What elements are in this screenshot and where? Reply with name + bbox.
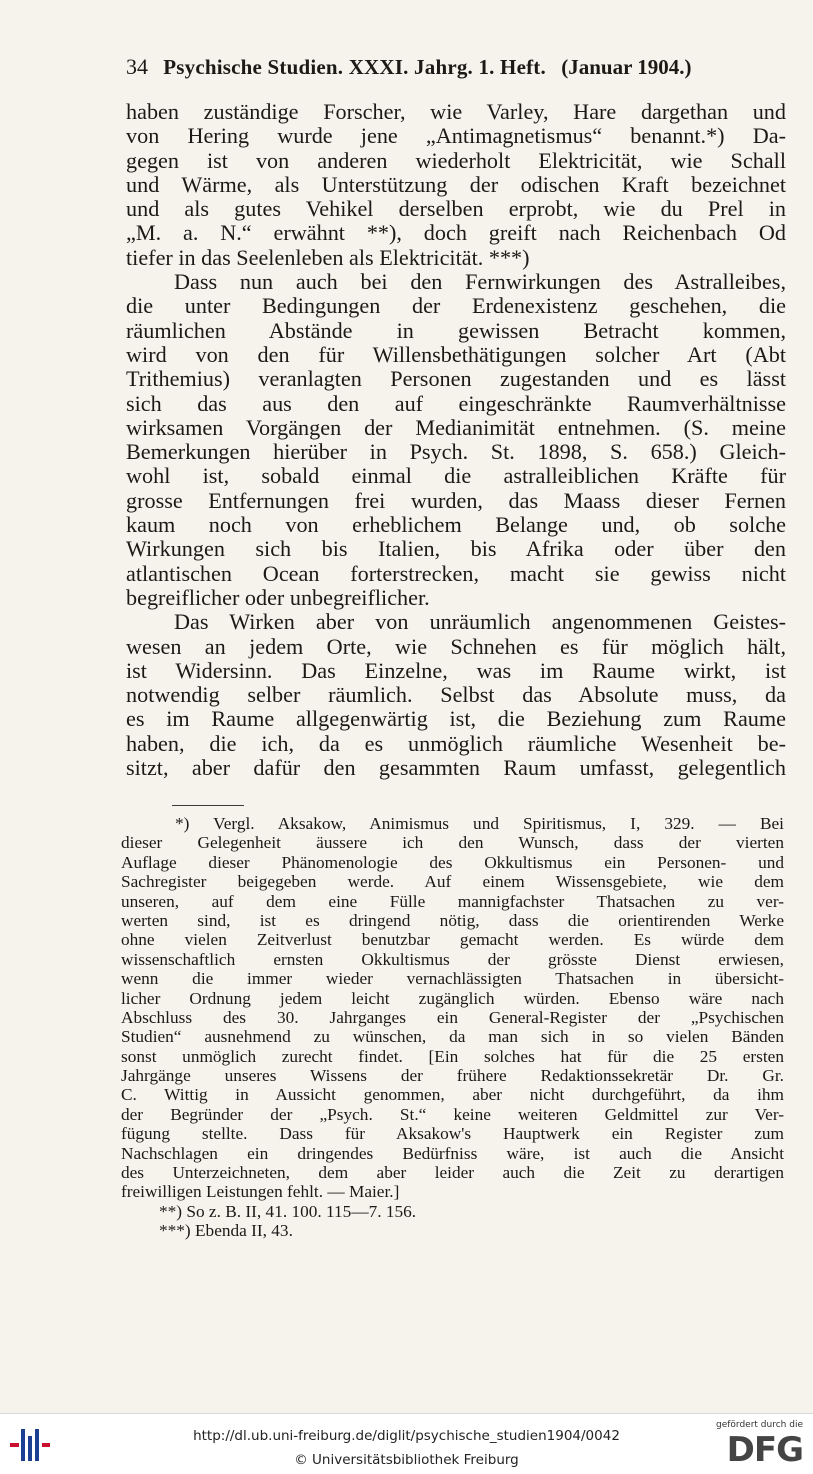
text-line: sitzt, aber dafür den gesammten Raum umfasst, gelegentlich bbox=[126, 756, 786, 781]
viewer-footer bbox=[0, 1413, 813, 1474]
running-title: Psychische Studien. XXXI. Jahrg. 1. Heft. bbox=[163, 55, 546, 79]
text-line: Trithemius) veranlagten Personen zugestanden und es lässt bbox=[126, 367, 786, 392]
text-line: tiefer in das Seelenleben als Elektricität. ***) bbox=[126, 245, 530, 270]
footnote-line: **) So z. B. II, 41. 100. 115—7. 156. bbox=[159, 1201, 417, 1221]
source-url[interactable]: http://dl.ub.uni-freiburg.de/diglit/psychische_studien1904/0042 bbox=[193, 1428, 620, 1444]
funder-note: gefördert durch die bbox=[716, 1420, 803, 1430]
text-line: es im Raume allgegenwärtig ist, die Beziehung zum Raume bbox=[126, 707, 786, 732]
footnote-line: ohne vielen Zeitverlust benutzbar gemacht werden. Es würde dem bbox=[121, 930, 784, 950]
footnote-line: licher Ordnung jedem leicht zugänglich würden. Ebenso wäre nach bbox=[121, 988, 784, 1008]
footnote-line: Abschluss des 30. Jahrganges ein General-Register der „Psychischen bbox=[121, 1007, 784, 1027]
footnote-line: ***) Ebenda II, 43. bbox=[159, 1221, 293, 1241]
footnote-line: Sachregister beigegeben werde. Auf einem Wissensgebiete, wie dem bbox=[121, 872, 784, 892]
text-line: „M. a. N.“ erwähnt **), doch greift nach Reichenbach Od bbox=[126, 221, 786, 246]
text-line: wohl ist, sobald einmal die astralleiblichen Kräfte für bbox=[126, 464, 786, 489]
text-line: und als gutes Vehikel derselben erprobt, wie du Prel in bbox=[126, 197, 786, 222]
text-line: gegen ist von anderen wiederholt Elektricität, wie Schall bbox=[126, 148, 786, 173]
text-line: begreiflicher oder unbegreiflicher. bbox=[126, 585, 430, 610]
footnote-line: Auflage dieser Phänomenologie des Okkultismus ein Personen- und bbox=[121, 852, 784, 872]
footnote-line: des Unterzeichneten, dem aber leider auch die Zeit zu derartigen bbox=[121, 1163, 784, 1183]
footnote-line: der Begründer der „Psych. St.“ keine weiteren Geldmittel zur Ver- bbox=[121, 1104, 784, 1124]
footnote-line: wenn die immer wieder vernachlässigten Thatsachen in übersicht- bbox=[121, 969, 784, 989]
text-line: die unter Bedingungen der Erdenexistenz geschehen, die bbox=[126, 294, 786, 319]
text-line: grosse Entfernungen frei wurden, das Maass dieser Fernen bbox=[126, 488, 786, 513]
text-line: haben zuständige Forscher, wie Varley, Hare dargethan und bbox=[126, 100, 786, 124]
issue-date: (Januar 1904.) bbox=[561, 55, 692, 79]
footnote-line: C. Wittig in Aussicht genommen, aber nicht durchgeführt, da ihm bbox=[121, 1085, 784, 1105]
text-line: räumlichen Abstände in gewissen Betracht kommen, bbox=[126, 318, 786, 343]
text-line: sich das aus den auf eingeschränkte Raumverhältnisse bbox=[126, 391, 786, 416]
text-line: wesen an jedem Orte, wie Schnehen es für möglich hält, bbox=[126, 634, 786, 659]
copyright-notice: © Universitätsbibliothek Freiburg bbox=[294, 1452, 519, 1468]
dfg-logo-text: DFG bbox=[726, 1430, 803, 1470]
footnote-line: freiwilligen Leistungen fehlt. — Maier.] bbox=[121, 1182, 400, 1202]
text-line: Das Wirken aber von unräumlich angenommenen Geistes- bbox=[174, 610, 786, 635]
text-line: atlantischen Ocean forterstrecken, macht sie gewiss nicht bbox=[126, 561, 786, 586]
text-line: haben, die ich, da es unmöglich räumliche Wesenheit be- bbox=[126, 731, 786, 756]
footnote-line: *) Vergl. Aksakow, Animismus und Spiritismus, I, 329. — Bei bbox=[175, 814, 784, 833]
text-line: wirksamen Vorgängen der Medianimität entnehmen. (S. meine bbox=[126, 415, 786, 440]
text-line: Bemerkungen hierüber in Psych. St. 1898, S. 658.) Gleich- bbox=[126, 440, 786, 465]
dfg-logo bbox=[717, 1420, 803, 1472]
text-line: von Hering wurde jene „Antimagnetismus“ benannt.*) Da- bbox=[126, 124, 786, 149]
text-line: wird von den für Willensbethätigungen solcher Art (Abt bbox=[126, 342, 786, 367]
footnote-line: werten sind, ist es dringend nötig, dass die orientirenden Werke bbox=[121, 910, 784, 930]
footnote-line: Studien“ ausnehmend zu wünschen, da man sich in so vielen Bänden bbox=[121, 1027, 784, 1047]
footnote-line: Jahrgänge unseres Wissens der frühere Redaktionssekretär Dr. Gr. bbox=[121, 1066, 784, 1086]
text-line: und Wärme, als Unterstützung der odischen Kraft bezeichnet bbox=[126, 172, 786, 197]
footnote-line: dieser Gelegenheit äussere ich den Wunsch, dass der vierten bbox=[121, 833, 784, 853]
footnote-separator bbox=[172, 805, 244, 806]
footnote-line: unseren, auf dem eine Fülle mannigfachster Thatsachen zu ver- bbox=[121, 891, 784, 911]
footnote-line: sonst unmöglich zurecht findet. [Ein solches hat für die 25 ersten bbox=[121, 1046, 784, 1066]
footnotes bbox=[121, 814, 784, 1241]
text-line: notwendig selber räumlich. Selbst das Absolute muss, da bbox=[126, 683, 786, 708]
footnote-line: fügung stellte. Dass für Aksakow's Hauptwerk ein Register zum bbox=[121, 1124, 784, 1144]
text-line: ist Widersinn. Das Einzelne, was im Raume wirkt, ist bbox=[126, 658, 786, 683]
text-line: Dass nun auch bei den Fernwirkungen des Astralleibes, bbox=[174, 270, 786, 295]
page-number: 34 bbox=[126, 54, 148, 79]
text-line: Wirkungen sich bis Italien, bis Afrika oder über den bbox=[126, 537, 786, 562]
footnote-line: Nachschlagen ein dringendes Bedürfniss wäre, ist auch die Ansicht bbox=[121, 1143, 784, 1163]
main-text bbox=[126, 100, 786, 780]
running-header bbox=[126, 52, 786, 82]
footnote-line: wissenschaftlich ernsten Okkultismus der grösste Dienst erwiesen, bbox=[121, 949, 784, 969]
text-line: kaum noch von erheblichem Belange und, ob solche bbox=[126, 513, 786, 538]
